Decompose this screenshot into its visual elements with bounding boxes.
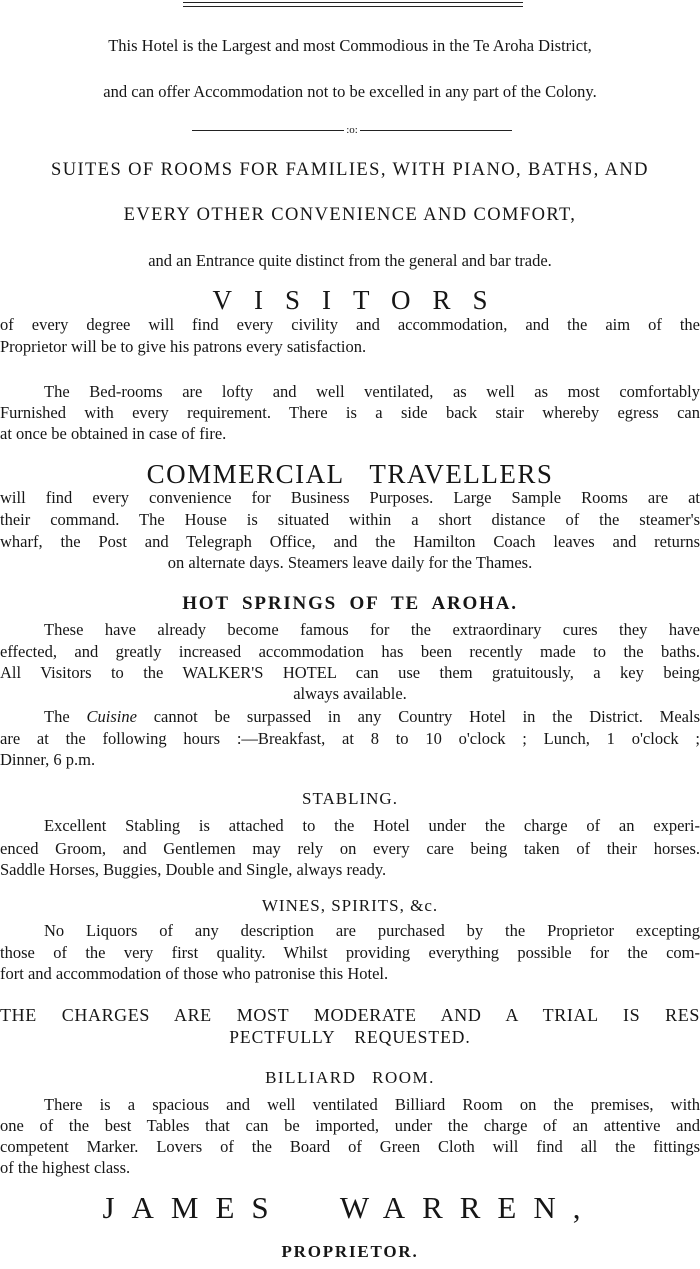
billiard-heading: BILLIARD ROOM. <box>265 1068 435 1087</box>
wines-heading: WINES, SPIRITS, &c. <box>261 896 439 915</box>
charges-line-2: PECTFULLY REQUESTED. <box>229 1027 471 1047</box>
commercial-line-2: their command. The House is situated within a short distance of the steamer's <box>0 510 700 529</box>
intro-line-2: and can offer Accommodation not to be excelled in any part of the Colony. <box>103 82 597 101</box>
intro-line-1: This Hotel is the Largest and most Commodious in the Te Aroha District, <box>108 36 592 55</box>
commercial-line-4: on alternate days. Steamers leave daily for the Thames. <box>167 553 533 572</box>
ornament-divider <box>192 124 512 136</box>
stabling-heading: STABLING. <box>302 789 398 808</box>
cuisine-line-3: Dinner, 6 p.m. <box>0 750 96 769</box>
suites-line-2: EVERY OTHER CONVENIENCE AND COMFORT, <box>123 205 577 225</box>
charges-line-1: THE CHARGES ARE MOST MODERATE AND A TRIAL IS RES <box>0 1005 700 1025</box>
cuisine-word: Cuisine <box>86 707 137 726</box>
cuisine-line-1-rest: cannot be surpassed in any Country Hotel in the District. Meals <box>136 707 700 726</box>
visitors-heading: VISITORS <box>212 285 510 315</box>
billiard-line-3: competent Marker. Lovers of the Board of Green Cloth will find all the fittings <box>0 1137 700 1156</box>
commercial-line-1: will find every convenience for Business Purposes. Large Sample Rooms are at <box>0 488 700 507</box>
hotsprings-line-4: always available. <box>293 684 407 703</box>
hotsprings-line-1: These have already become famous for the extraordinary cures they have <box>44 620 700 639</box>
bedrooms-line-3: at once be obtained in case of fire. <box>0 424 227 443</box>
hotsprings-line-2: effected, and greatly increased accommodation has been recently made to the baths. <box>0 642 700 661</box>
proprietor-title: PROPRIETOR. <box>281 1242 419 1261</box>
wines-line-1: No Liquors of any description are purchased by the Proprietor excepting <box>44 921 700 940</box>
stabling-line-2: enced Groom, and Gentlemen may rely on every care being taken of their horses. <box>0 839 700 858</box>
billiard-line-4: of the highest class. <box>0 1158 131 1177</box>
stabling-line-1: Excellent Stabling is attached to the Hotel under the charge of an experi- <box>44 816 700 835</box>
hotsprings-line-3: All Visitors to the WALKER'S HOTEL can use them gratuitously, a key being <box>0 663 700 682</box>
bedrooms-line-1: The Bed-rooms are lofty and well ventilated, as well as most comfortably <box>44 382 700 401</box>
wines-line-3: fort and accommodation of those who patronise this Hotel. <box>0 964 389 983</box>
proprietor-name: JAMES WARREN, <box>102 1190 598 1225</box>
hotsprings-heading: HOT SPRINGS OF TE AROHA. <box>182 593 518 614</box>
ornament-text: :o: <box>346 124 358 136</box>
bedrooms-line-2: Furnished with every requirement. There is a side back stair whereby egress can <box>0 403 700 422</box>
cuisine-pre: The <box>44 707 87 726</box>
suites-line-3: and an Entrance quite distinct from the general and bar trade. <box>148 251 552 270</box>
billiard-line-1: There is a spacious and well ventilated Billiard Room on the premises, with <box>44 1095 700 1114</box>
stabling-line-3: Saddle Horses, Buggies, Double and Single, always ready. <box>0 860 387 879</box>
commercial-line-3: wharf, the Post and Telegraph Office, and the Hamilton Coach leaves and returns <box>0 532 700 551</box>
visitors-line-2: Proprietor will be to give his patrons every satisfaction. <box>0 337 367 356</box>
wines-line-2: those of the very first quality. Whilst providing everything possible for the com- <box>0 943 700 962</box>
cuisine-line-1 <box>0 706 700 727</box>
cuisine-line-2: are at the following hours :—Breakfast, at 8 to 10 o'clock ; Lunch, 1 o'clock ; <box>0 729 700 748</box>
suites-line-1: SUITES OF ROOMS FOR FAMILIES, WITH PIANO, BATHS, AND <box>51 160 649 180</box>
visitors-line-1: of every degree will find every civility and accommodation, and the aim of the <box>0 315 700 334</box>
billiard-line-2: one of the best Tables that can be imported, under the charge of an attentive and <box>0 1116 700 1135</box>
top-double-rule <box>183 2 523 7</box>
commercial-heading: COMMERCIAL TRAVELLERS <box>146 459 554 489</box>
